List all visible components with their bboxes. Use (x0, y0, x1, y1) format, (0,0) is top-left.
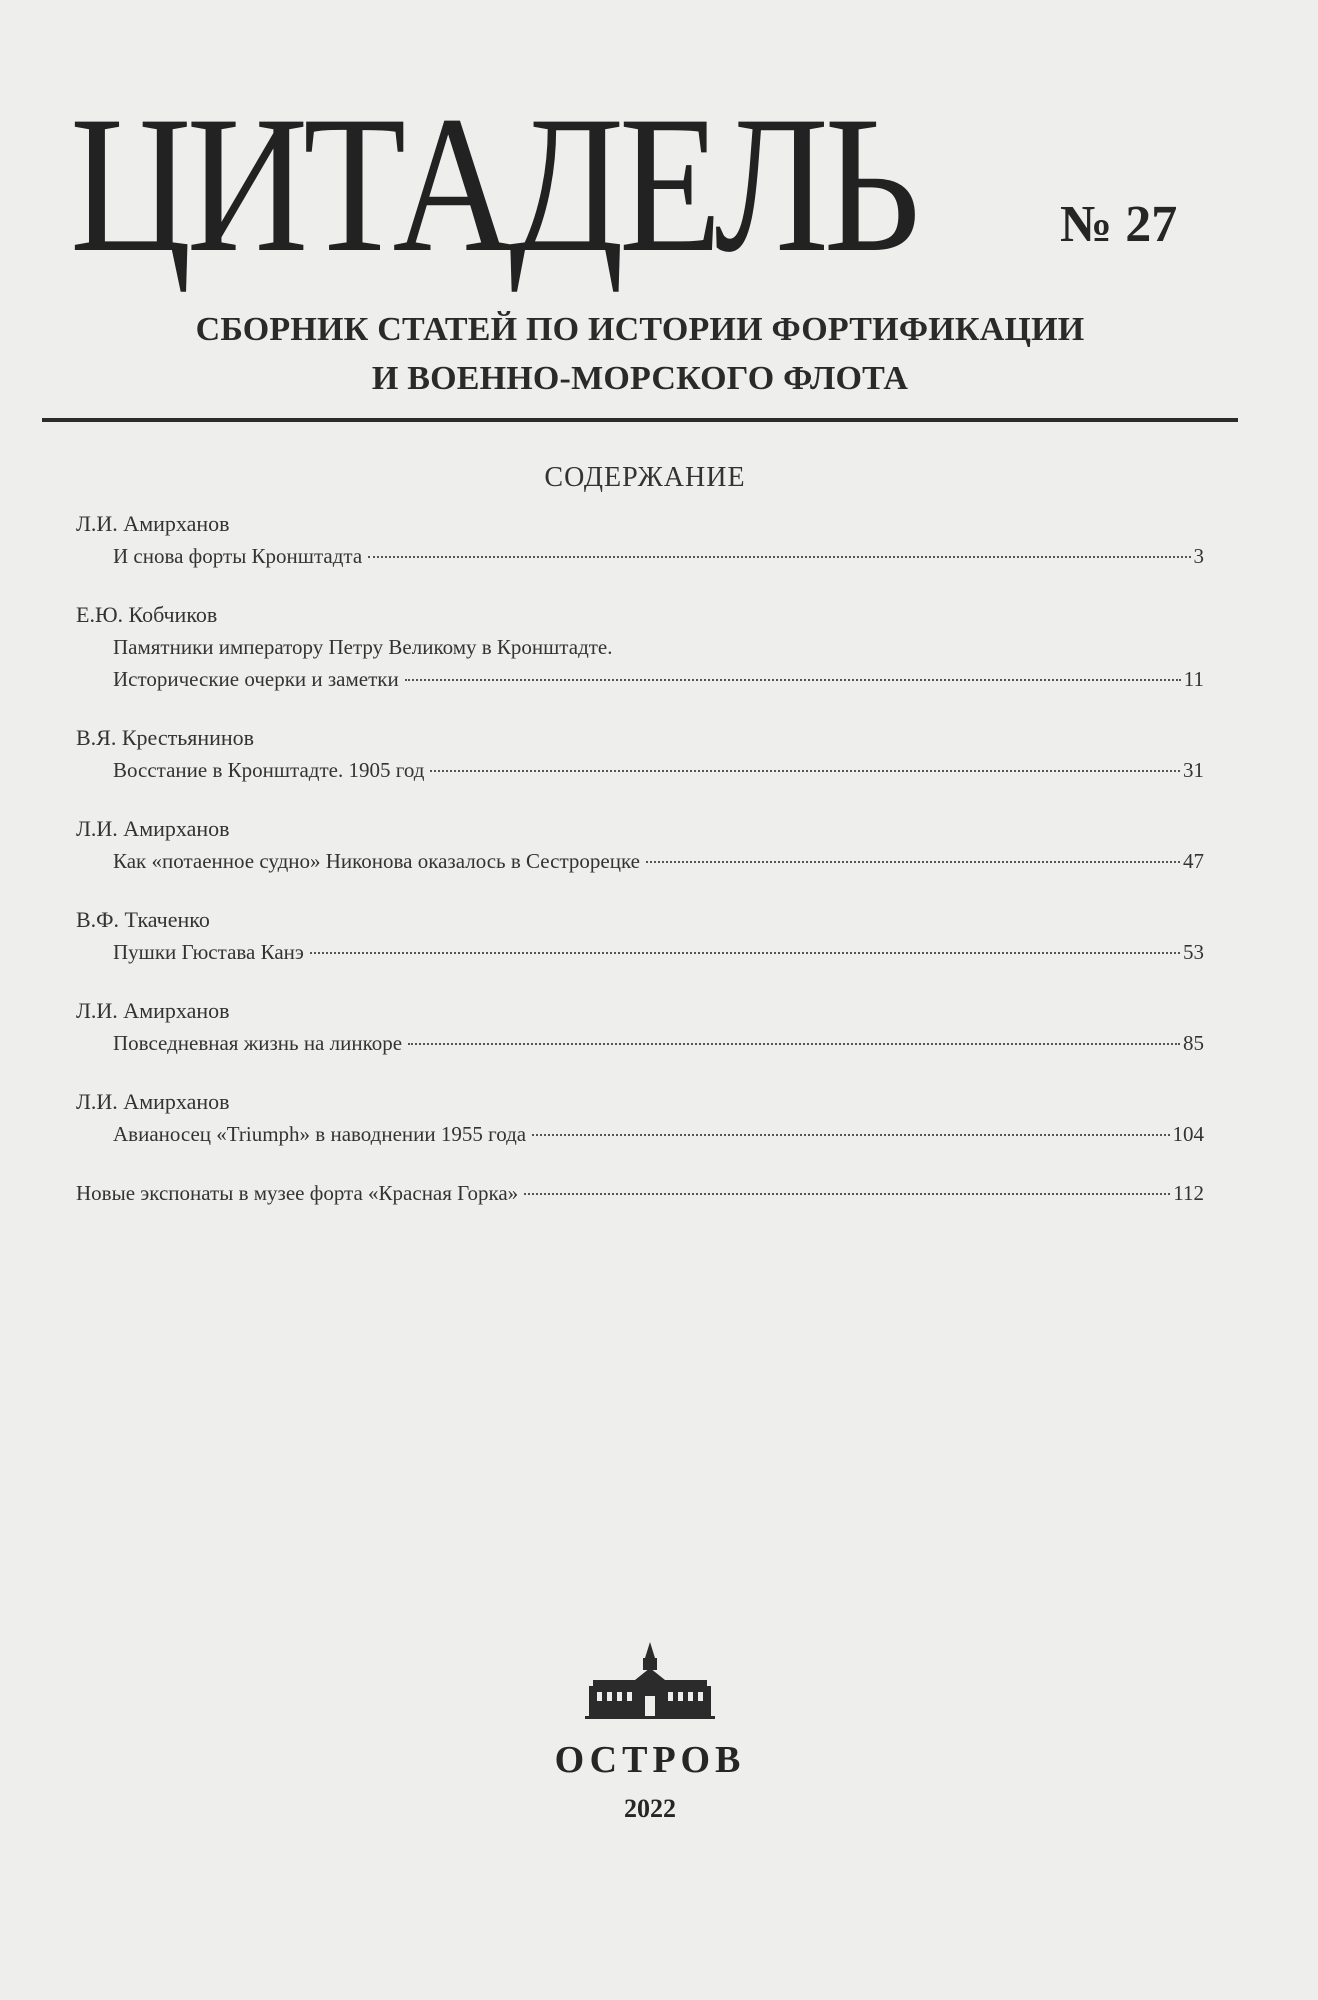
publication-year: 2022 (624, 1794, 676, 1823)
toc-page-number: 112 (1173, 1181, 1204, 1205)
toc-title-line-1: Памятники императору Петру Великому в Кронштадте. (113, 635, 613, 659)
toc-line (76, 936, 1204, 968)
dot-leader (646, 861, 1180, 863)
toc-author: В.Я. Крестьянинов (76, 725, 255, 750)
toc-page-number: 53 (1183, 940, 1204, 964)
toc-page-number: 31 (1183, 758, 1204, 782)
dot-leader (430, 770, 1180, 772)
subtitle-line-1: СБОРНИК СТАТЕЙ ПО ИСТОРИИ ФОРТИФИКАЦИИ (195, 311, 1085, 348)
toc-line (76, 754, 1204, 786)
toc-entry (76, 1086, 1204, 1150)
publisher-block (0, 1640, 1300, 1824)
header-divider (42, 418, 1238, 422)
table-of-contents (76, 508, 1204, 1236)
toc-line (76, 1027, 1204, 1059)
toc-title: Как «потаенное судно» Никонова оказалось в Сестрорецке (113, 849, 640, 873)
toc-title: Повседневная жизнь на линкоре (113, 1031, 403, 1055)
toc-entry (76, 599, 1204, 695)
subtitle-line-2: И ВОЕННО-МОРСКОГО ФЛОТА (371, 360, 909, 397)
issue-number: № 27 (1060, 196, 1178, 253)
toc-entry (76, 722, 1204, 786)
toc-title: Восстание в Кронштадте. 1905 год (113, 758, 425, 782)
journal-subtitle (40, 305, 1240, 403)
toc-entry (76, 904, 1204, 968)
toc-line (76, 845, 1204, 877)
dot-leader (532, 1134, 1169, 1136)
toc-line (76, 1118, 1204, 1150)
toc-title: Авианосец «Triumph» в наводнении 1955 года (113, 1122, 527, 1146)
journal-logo: ЦИТАДЕЛЬ (70, 76, 916, 293)
toc-page-number: 104 (1172, 1122, 1204, 1146)
dot-leader (408, 1043, 1180, 1045)
dot-leader (310, 952, 1180, 954)
toc-entry (76, 813, 1204, 877)
masthead (70, 76, 1250, 293)
toc-page-number: 11 (1183, 667, 1204, 691)
toc-heading: СОДЕРЖАНИЕ (544, 462, 746, 493)
toc-line (76, 540, 1204, 572)
toc-page-number: 85 (1183, 1031, 1204, 1055)
toc-page-number: 47 (1183, 849, 1204, 873)
building-spire-icon (585, 1640, 715, 1720)
dot-leader (405, 679, 1181, 681)
toc-author: Л.И. Амирханов (76, 511, 230, 536)
toc-title: Пушки Гюстава Канэ (113, 940, 304, 964)
toc-title: Исторические очерки и заметки (113, 667, 399, 691)
toc-line (76, 663, 1204, 695)
dot-leader (368, 556, 1190, 558)
dot-leader (524, 1193, 1170, 1195)
toc-author: Л.И. Амирханов (76, 1089, 230, 1114)
toc-page-number: 3 (1193, 544, 1204, 568)
toc-line (76, 1177, 1204, 1209)
toc-title: И снова форты Кронштадта (113, 544, 363, 568)
toc-author: В.Ф. Ткаченко (76, 907, 210, 932)
toc-title: Новые экспонаты в музее форта «Красная Горка» (76, 1181, 519, 1205)
toc-entry (76, 1177, 1204, 1209)
toc-author: Л.И. Амирханов (76, 816, 230, 841)
publisher-name: ОСТРОВ (554, 1739, 746, 1781)
toc-entry (76, 508, 1204, 572)
toc-author: Л.И. Амирханов (76, 998, 230, 1023)
toc-author: Е.Ю. Кобчиков (76, 602, 218, 627)
toc-entry (76, 995, 1204, 1059)
